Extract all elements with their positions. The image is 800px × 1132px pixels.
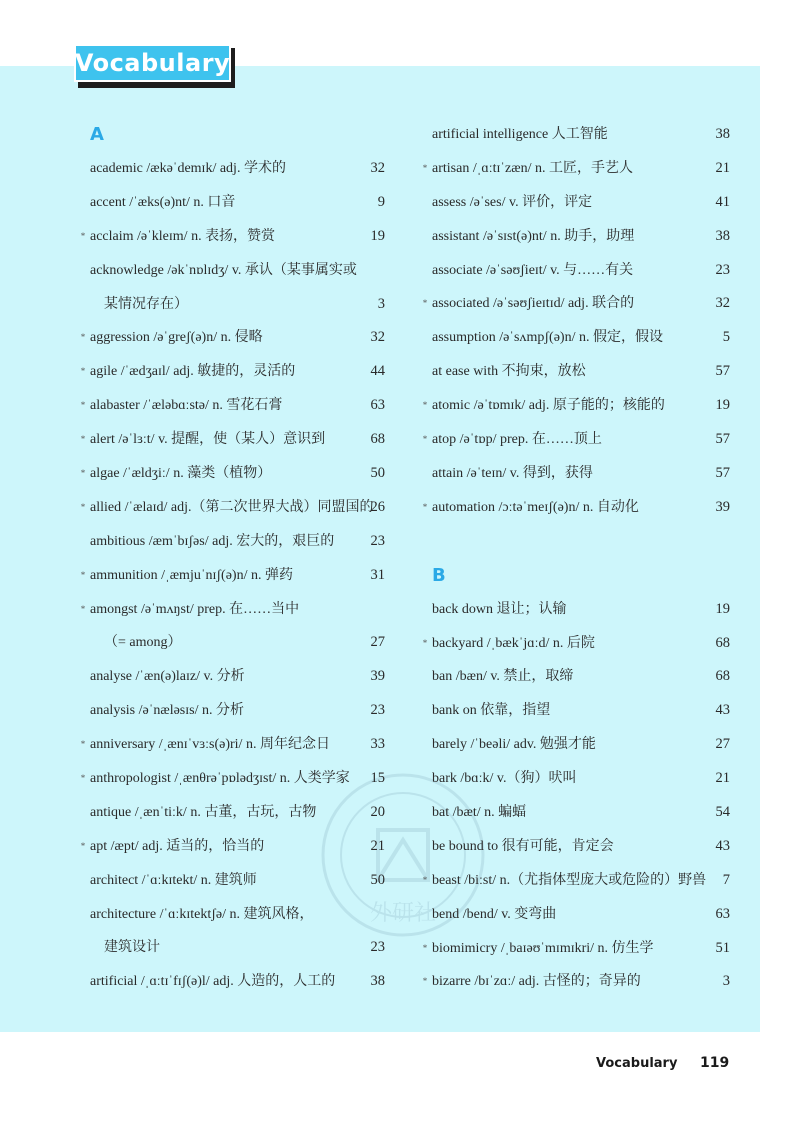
vocab-entry [78,423,385,457]
vocab-entry [420,389,730,423]
asterisk-icon: * [80,230,86,241]
entry-page-number: 50 [370,465,385,482]
vocab-entry [420,830,730,864]
entry-page-number: 44 [370,363,385,380]
entry-text: analysis /əˈnæləsɪs/ n. 分析 [90,703,244,719]
vocab-entry [420,762,730,796]
vocab-entry [420,287,730,321]
entry-text: bark /bɑːk/ v.（狗）吠叫 [432,771,577,787]
entry-page-number: 57 [715,431,730,448]
entry-page-number: 68 [370,431,385,448]
vocab-entry [420,898,730,932]
entry-page-number: 54 [715,804,730,821]
vocab-entry [420,796,730,830]
entry-page-number: 19 [370,227,385,244]
entry-text: back down 退让；认输 [432,601,567,617]
vocab-entry [420,491,730,525]
right-entry-list-a [420,118,730,525]
entry-page-number: 43 [715,837,730,854]
asterisk-icon: * [422,434,428,445]
vocab-entry [78,254,385,288]
vocab-entry [420,965,730,999]
entry-text: agile /ˈædʒaɪl/ adj. 敏捷的，灵活的 [90,364,296,380]
vocab-entry [420,355,730,389]
asterisk-icon: * [80,501,86,512]
entry-page-number: 51 [715,939,730,956]
entry-page-number: 63 [715,905,730,922]
entry-text: associated /əˈsəʊʃieɪtɪd/ adj. 联合的 [432,296,635,312]
asterisk-icon: * [80,840,86,851]
vocab-entry [420,593,730,627]
vocab-entry [78,321,385,355]
entry-text: barely /ˈbeəli/ adv. 勉强才能 [432,737,596,753]
entry-text: beast /biːst/ n.（尤指体型庞大或危险的）野兽 [432,872,707,888]
left-entry-list [78,152,385,999]
entry-text: associate /əˈsəʊʃieɪt/ v. 与……有关 [432,262,634,278]
asterisk-icon: * [422,942,428,953]
vocab-entry [78,152,385,186]
entry-page-number: 57 [715,464,730,481]
asterisk-icon: * [422,298,428,309]
vocab-entry [78,864,385,898]
entry-page-number: 39 [715,498,730,515]
entry-page-number: 23 [370,939,385,956]
asterisk-icon: * [422,874,428,885]
entry-page-number: 63 [370,397,385,414]
vocab-entry [420,728,730,762]
right-column [420,118,730,999]
entry-text: aggression /əˈgreʃ(ə)n/ n. 侵略 [90,330,263,346]
entry-text: ambitious /æmˈbɪʃəs/ adj. 宏大的，艰巨的 [90,533,335,549]
entry-text: bank on 依靠，指望 [432,703,551,719]
entry-text: architecture /ˈɑːkɪtektʃə/ n. 建筑风格， [90,906,314,922]
asterisk-icon: * [80,366,86,377]
entry-page-number: 39 [370,668,385,685]
entry-text: accent /ˈæks(ə)nt/ n. 口音 [90,194,236,210]
footer-label: Vocabulary [596,1056,678,1071]
vocab-entry [420,186,730,220]
vocab-entry [78,525,385,559]
entry-page-number: 20 [370,803,385,820]
entry-text: algae /ˈældʒiː/ n. 藻类（植物） [90,466,272,482]
vocab-entry [78,898,385,932]
left-column [78,118,385,999]
asterisk-icon: * [80,773,86,784]
entry-text: bizarre /bɪˈzɑː/ adj. 古怪的；奇异的 [432,974,641,990]
asterisk-icon: * [422,501,428,512]
entry-page-number: 27 [370,634,385,651]
asterisk-icon: * [80,569,86,580]
entry-text: attain /əˈteɪn/ v. 得到，获得 [432,465,593,481]
asterisk-icon: * [80,400,86,411]
entry-text: ammunition /ˌæmjuˈnɪʃ(ə)n/ n. 弹药 [90,567,293,583]
entry-text: alert /əˈlɜːt/ v. 提醒，使（某人）意识到 [90,432,326,448]
entry-page-number: 38 [370,973,385,990]
vocab-entry [78,694,385,728]
entry-text: bat /bæt/ n. 蝙蝠 [432,805,527,821]
entry-page-number: 26 [370,498,385,515]
entry-text: ban /bæn/ v. 禁止，取缔 [432,669,574,685]
vocab-entry [78,593,385,627]
entry-text: assess /əˈses/ v. 评价，评定 [432,194,593,210]
entry-page-number: 38 [715,126,730,142]
asterisk-icon: * [80,434,86,445]
entry-text: bend /bend/ v. 变弯曲 [432,906,557,922]
vocab-entry [420,694,730,728]
entry-text: amongst /əˈmʌŋst/ prep. 在……当中 [90,601,300,617]
vocab-entry [78,389,385,423]
entry-text: analyse /ˈæn(ə)laɪz/ v. 分析 [90,669,245,685]
asterisk-icon: * [422,637,428,648]
entry-text: 建筑设计 [104,940,160,956]
asterisk-icon: * [80,468,86,479]
entry-page-number: 32 [370,160,385,176]
entry-page-number: 7 [722,871,730,888]
vocab-entry [420,220,730,254]
entry-page-number: 27 [715,736,730,753]
entry-page-number: 3 [722,973,730,990]
entry-text: atomic /əˈtɒmɪk/ adj. 原子能的；核能的 [432,398,665,414]
entry-text: atop /əˈtɒp/ prep. 在……顶上 [432,432,602,448]
entry-page-number: 19 [715,397,730,414]
vocab-entry [78,762,385,796]
entry-text: at ease with 不拘束，放松 [432,364,586,380]
entry-text: 某情况存在） [104,296,188,312]
vocab-entry [78,491,385,525]
entry-text: apt /æpt/ adj. 适当的，恰当的 [90,838,265,854]
vocab-entry [420,932,730,966]
entry-page-number: 15 [370,770,385,787]
vocab-entry [78,355,385,389]
right-entry-list-b [420,593,730,1000]
vocab-entry [420,660,730,694]
entry-text: be bound to 很有可能，肯定会 [432,838,614,854]
vocab-entry [420,118,730,152]
page-number: 119 [700,1055,730,1071]
entry-text: （= among） [104,635,182,651]
entry-text: assumption /əˈsʌmpʃ(ə)n/ n. 假定，假设 [432,330,663,346]
vocab-entry [78,660,385,694]
entry-text: architect /ˈɑːkɪtekt/ n. 建筑师 [90,872,257,888]
entry-page-number: 33 [370,736,385,753]
section-letter-b: B [432,564,446,586]
asterisk-icon: * [80,332,86,343]
vocab-entry [420,423,730,457]
vocab-entry [78,186,385,220]
entry-page-number: 21 [715,159,730,176]
entry-page-number: 68 [715,668,730,685]
vocab-entry [78,965,385,999]
entry-text: alabaster /ˈæləbɑːstə/ n. 雪花石膏 [90,398,283,414]
section-letter-a: A [90,124,104,145]
entry-page-number: 41 [715,193,730,210]
entry-page-number: 9 [377,193,385,210]
vocab-entry [78,830,385,864]
entry-page-number: 19 [715,600,730,617]
entry-page-number: 3 [377,295,385,312]
entry-page-number: 31 [370,566,385,583]
entry-text: artificial intelligence 人工智能 [432,127,608,142]
entry-page-number: 68 [715,634,730,651]
entry-text: anthropologist /ˌænθrəˈpɒlədʒɪst/ n. 人类学家 [90,771,350,787]
vocab-entry [420,152,730,186]
entry-page-number: 23 [370,702,385,719]
page-title: Vocabulary [74,44,231,82]
entry-text: automation /ɔːtəˈmeɪʃ(ə)n/ n. 自动化 [432,499,639,515]
entry-page-number: 32 [370,329,385,346]
asterisk-icon: * [422,976,428,987]
asterisk-icon: * [422,162,428,173]
entry-text: backyard /ˌbækˈjɑːd/ n. 后院 [432,635,595,651]
entry-text: artisan /ˌɑːtɪˈzæn/ n. 工匠，手艺人 [432,160,633,176]
asterisk-icon: * [422,400,428,411]
entry-text: biomimicry /ˌbaɪəʊˈmɪmɪkri/ n. 仿生学 [432,940,654,956]
entry-page-number: 32 [715,295,730,312]
entry-page-number: 38 [715,227,730,244]
vocab-entry [78,288,385,322]
entry-page-number: 5 [722,329,730,346]
entry-text: antique /ˌænˈtiːk/ n. 古董，古玩，古物 [90,804,317,820]
entry-page-number: 57 [715,363,730,380]
vocab-entry [420,627,730,661]
vocab-entry [78,796,385,830]
entry-page-number: 43 [715,702,730,719]
vocab-entry [78,220,385,254]
entry-text: anniversary /ˌænɪˈvɜːs(ə)ri/ n. 周年纪念日 [90,737,330,753]
entry-text: assistant /əˈsɪst(ə)nt/ n. 助手，助理 [432,228,635,244]
watermark-text: 外研社 [369,901,437,926]
entry-text: academic /ækəˈdemɪk/ adj. 学术的 [90,161,286,176]
entry-page-number: 50 [370,871,385,888]
entry-text: allied /ˈælaɪd/ adj.（第二次世界大战）同盟国的 [90,499,374,515]
asterisk-icon: * [80,739,86,750]
asterisk-icon: * [80,603,86,614]
entry-page-number: 23 [370,532,385,549]
vocab-entry [78,457,385,491]
vocab-entry [420,457,730,491]
vocab-entry [78,559,385,593]
vocab-entry [78,626,385,660]
entry-page-number: 21 [370,837,385,854]
entry-page-number: 21 [715,770,730,787]
vocab-entry [78,728,385,762]
entry-page-number: 23 [715,261,730,278]
vocab-entry [420,254,730,288]
section-spacer [420,525,730,559]
entry-text: acknowledge /əkˈnɒlɪdʒ/ v. 承认（某事属实或 [90,262,357,278]
vocab-entry [420,864,730,898]
entry-text: artificial /ˌɑːtɪˈfɪʃ(ə)l/ adj. 人造的，人工的 [90,974,336,990]
vocab-entry [420,321,730,355]
entry-text: acclaim /əˈkleɪm/ n. 表扬，赞赏 [90,228,276,244]
vocab-entry [78,931,385,965]
